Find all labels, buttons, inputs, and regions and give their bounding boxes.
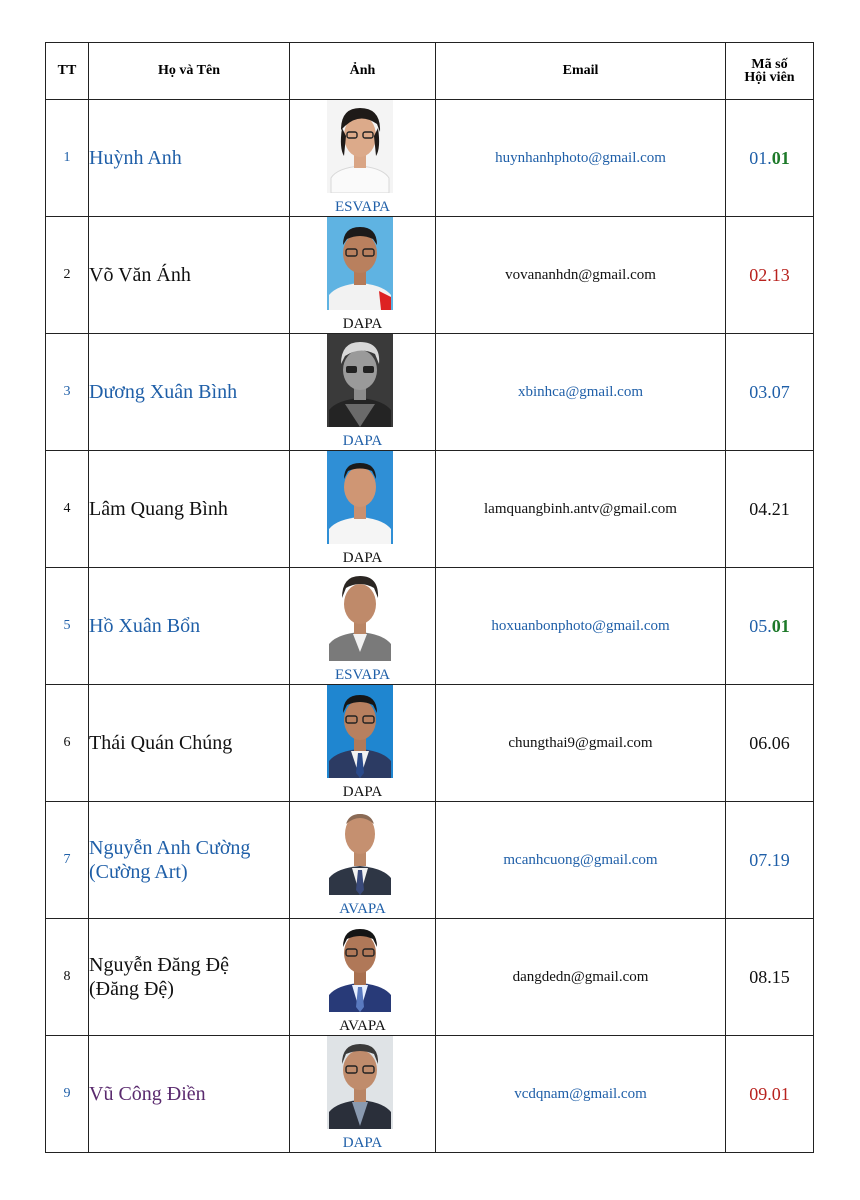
org-label: ESVAPA (334, 667, 391, 683)
member-name (89, 685, 290, 802)
member-name (89, 451, 290, 568)
portrait-icon (327, 217, 393, 310)
member-code-prefix: 07.19 (749, 849, 790, 870)
portrait-icon (327, 919, 393, 1012)
member-name (89, 919, 290, 1036)
header-row (46, 43, 814, 100)
table-row (46, 919, 814, 1036)
member-code-prefix: 01. (749, 147, 772, 168)
photo-cell (290, 334, 436, 451)
email-cell[interactable]: vovananhdn@gmail.com (436, 217, 726, 334)
member-code (726, 802, 814, 919)
table-row (46, 217, 814, 334)
org-label: DAPA (342, 784, 383, 800)
photo-cell (290, 802, 436, 919)
member-code-prefix: 02.13 (749, 264, 790, 285)
member-name (89, 217, 290, 334)
photo-cell (290, 100, 436, 217)
table-row (46, 334, 814, 451)
members-table (45, 42, 814, 1153)
photo-cell (290, 451, 436, 568)
member-name-line1: Võ Văn Ánh (89, 264, 191, 286)
row-number: 5 (46, 568, 89, 685)
org-label: AVAPA (339, 1018, 386, 1034)
portrait-icon (327, 802, 393, 895)
member-code (726, 685, 814, 802)
member-name-line1: Lâm Quang Bình (89, 498, 228, 520)
row-number: 1 (46, 100, 89, 217)
row-number: 7 (46, 802, 89, 919)
email-cell[interactable]: dangdedn@gmail.com (436, 919, 726, 1036)
member-name-line1: Nguyễn Đăng Đệ (89, 954, 229, 976)
photo-cell (290, 685, 436, 802)
member-code-prefix: 04.21 (749, 498, 790, 519)
photo-cell (290, 217, 436, 334)
photo-cell (290, 568, 436, 685)
email-cell[interactable]: huynhanhphoto@gmail.com (436, 100, 726, 217)
row-number: 2 (46, 217, 89, 334)
org-label: DAPA (342, 316, 383, 332)
member-code-prefix: 03.07 (749, 381, 790, 402)
member-name-line1: Dương Xuân Bình (89, 381, 238, 403)
email-cell[interactable]: hoxuanbonphoto@gmail.com (436, 568, 726, 685)
row-number: 9 (46, 1036, 89, 1153)
portrait-icon (327, 334, 393, 427)
portrait-icon (327, 100, 393, 193)
member-name-line1: Nguyễn Anh Cường (89, 837, 251, 859)
org-label: DAPA (342, 550, 383, 566)
org-label: DAPA (342, 1135, 383, 1151)
portrait-icon (327, 568, 393, 661)
photo-cell (290, 1036, 436, 1153)
member-code-suffix: 01 (771, 615, 790, 636)
member-code (726, 1036, 814, 1153)
member-name-line1: Hồ Xuân Bổn (89, 615, 201, 637)
member-name-line2: (Đăng Đệ) (89, 978, 174, 1000)
member-code-prefix: 06.06 (749, 732, 790, 753)
portrait-icon (327, 451, 393, 544)
header-email: Email (436, 43, 726, 100)
header-code-line2: Hội viên (744, 70, 795, 85)
org-label: DAPA (342, 433, 383, 449)
member-code (726, 100, 814, 217)
member-code (726, 919, 814, 1036)
member-code (726, 217, 814, 334)
row-number: 6 (46, 685, 89, 802)
member-code-suffix: 01 (771, 147, 790, 168)
member-code (726, 568, 814, 685)
table-row (46, 1036, 814, 1153)
member-name (89, 334, 290, 451)
member-code-prefix: 08.15 (749, 966, 790, 987)
header-member-code (726, 43, 814, 100)
email-cell[interactable]: chungthai9@gmail.com (436, 685, 726, 802)
photo-cell (290, 919, 436, 1036)
table-row (46, 100, 814, 217)
table-row (46, 802, 814, 919)
email-cell[interactable]: mcanhcuong@gmail.com (436, 802, 726, 919)
member-name (89, 1036, 290, 1153)
member-name-line1: Thái Quán Chúng (89, 732, 233, 754)
row-number: 8 (46, 919, 89, 1036)
member-code (726, 334, 814, 451)
org-label: AVAPA (339, 901, 386, 917)
header-tt: TT (46, 43, 89, 100)
member-code-prefix: 05. (749, 615, 772, 636)
header-name: Họ và Tên (89, 43, 290, 100)
member-name-line1: Vũ Công Điền (89, 1083, 206, 1105)
member-name-line1: Huỳnh Anh (89, 147, 182, 169)
header-code-line1: Mã số (751, 57, 788, 72)
member-name (89, 802, 290, 919)
table-row (46, 568, 814, 685)
member-code-prefix: 09.01 (749, 1083, 790, 1104)
member-name (89, 100, 290, 217)
portrait-icon (327, 1036, 393, 1129)
row-number: 4 (46, 451, 89, 568)
table-row (46, 685, 814, 802)
org-label: ESVAPA (334, 199, 391, 215)
member-name-line2: (Cường Art) (89, 861, 188, 883)
email-cell[interactable]: lamquangbinh.antv@gmail.com (436, 451, 726, 568)
table-row (46, 451, 814, 568)
row-number: 3 (46, 334, 89, 451)
member-code (726, 451, 814, 568)
email-cell[interactable]: vcdqnam@gmail.com (436, 1036, 726, 1153)
member-name (89, 568, 290, 685)
email-cell[interactable]: xbinhca@gmail.com (436, 334, 726, 451)
portrait-icon (327, 685, 393, 778)
header-photo: Ảnh (290, 43, 436, 100)
